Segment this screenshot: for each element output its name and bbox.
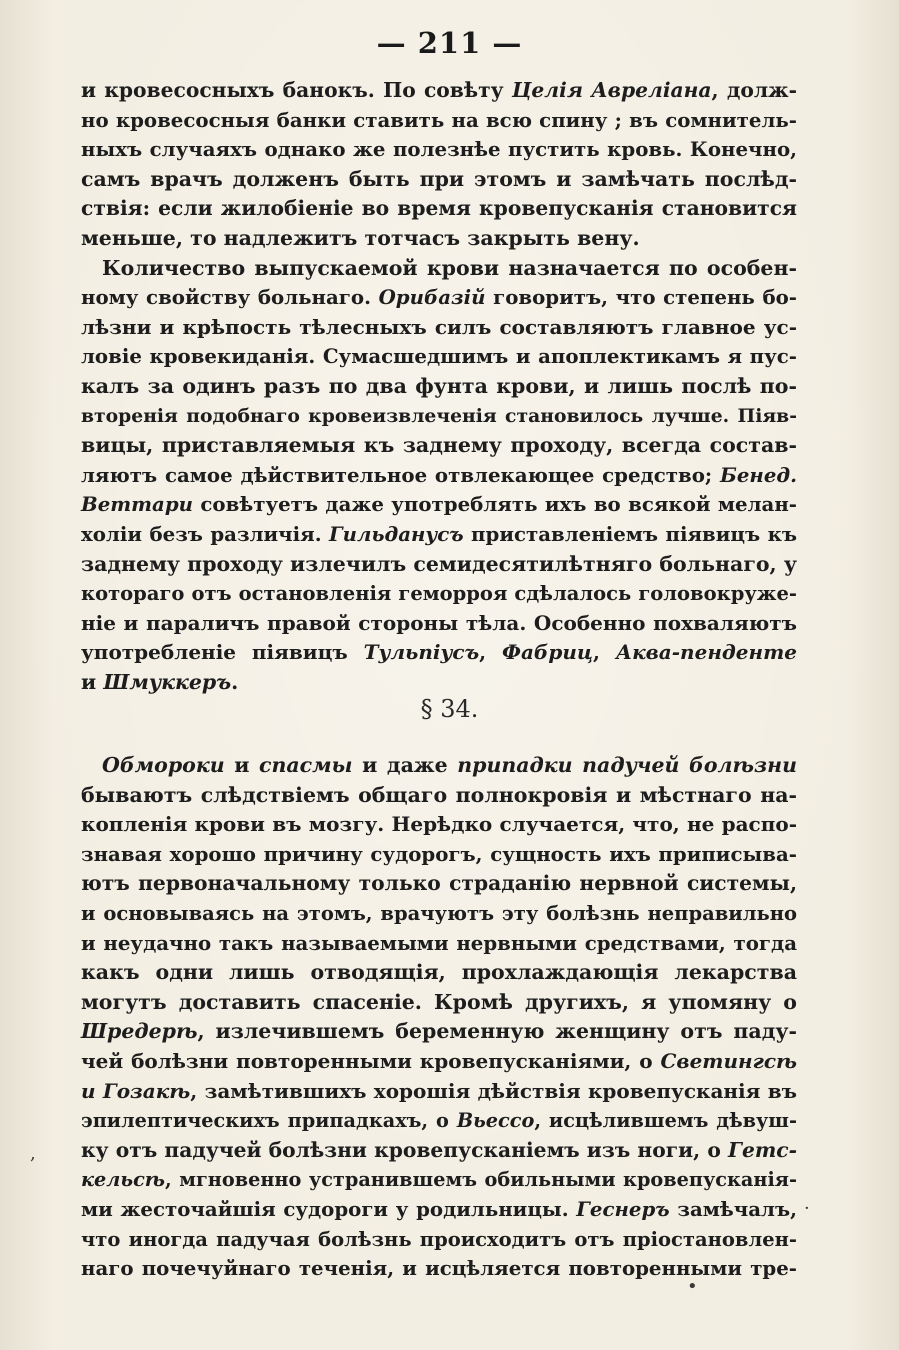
text-run: ствія: если жилобіеніе во время кровепусканія становится bbox=[81, 196, 797, 221]
text-run: какъ одни лишь отводящія, прохлаждающія лекарства bbox=[81, 960, 797, 985]
text-line bbox=[81, 609, 797, 639]
text-run: замѣчалъ, bbox=[669, 1196, 797, 1221]
italic-name: Обмороки bbox=[102, 753, 225, 777]
text-line bbox=[81, 810, 797, 840]
text-line bbox=[81, 372, 797, 402]
text-line bbox=[81, 1136, 797, 1166]
text-line bbox=[81, 1165, 797, 1195]
text-line bbox=[81, 313, 797, 343]
text-line bbox=[81, 76, 797, 106]
italic-name: и Гозакѣ bbox=[81, 1078, 191, 1103]
text-run: употребленіе піявицъ bbox=[81, 640, 364, 665]
italic-name: Тульпіусъ bbox=[363, 640, 480, 665]
text-line bbox=[81, 520, 797, 550]
text-run: и bbox=[224, 753, 260, 777]
text-line bbox=[81, 431, 797, 461]
italic-name: Бенед. bbox=[719, 462, 797, 487]
text-line bbox=[81, 781, 797, 811]
italic-name: Фабриц bbox=[502, 640, 593, 665]
text-run: ловіе кровекиданія. Сумасшедшимъ и апоплектикамъ я пус- bbox=[81, 344, 797, 369]
text-line bbox=[81, 1106, 797, 1136]
text-line bbox=[81, 165, 797, 195]
italic-name: Геснеръ bbox=[576, 1196, 670, 1221]
text-line bbox=[81, 869, 797, 899]
text-run: совѣтуетъ даже употреблять ихъ во всякой мелан- bbox=[193, 492, 797, 517]
text-run: котораго отъ остановленія геморроя сдѣлалось головокруже- bbox=[81, 582, 797, 606]
italic-name: Шмуккеръ bbox=[103, 669, 232, 694]
italic-name: спасмы bbox=[259, 753, 353, 777]
text-run: вторенія подобнаго кровеизвлеченія становилось лучше. Піяв- bbox=[81, 404, 797, 427]
text-line bbox=[81, 224, 797, 254]
text-run: приставленіемъ піявицъ къ bbox=[463, 521, 797, 546]
margin-mark: · bbox=[804, 1198, 810, 1219]
text-line bbox=[81, 668, 797, 698]
text-line bbox=[81, 899, 797, 929]
margin-mark: , bbox=[30, 1143, 36, 1164]
text-run: , bbox=[592, 640, 616, 665]
text-run: ютъ первоначальному только страданію нервной системы, bbox=[81, 871, 797, 896]
text-line bbox=[81, 106, 797, 136]
text-run: и даже bbox=[352, 753, 458, 777]
text-run: эпилептическихъ припадкахъ, о bbox=[81, 1109, 457, 1133]
text-line bbox=[81, 1195, 797, 1225]
italic-name: припадки падучей болѣзни bbox=[457, 753, 797, 777]
text-run: и основываясь на этомъ, врачуютъ эту болѣзнь неправильно bbox=[81, 901, 797, 925]
italic-name: Веттари bbox=[81, 492, 194, 517]
text-run: наго почечуйнаго теченія, и исцѣляется повторенными тре- bbox=[81, 1256, 797, 1281]
text-run: могутъ доставить спасеніе. Кромѣ другихъ, я упомяну о bbox=[81, 989, 797, 1014]
italic-name: Гетс- bbox=[727, 1137, 797, 1162]
text-line bbox=[81, 988, 797, 1018]
text-run: говоритъ, что степень бо- bbox=[485, 285, 797, 310]
text-run: , долж- bbox=[711, 78, 797, 102]
text-run: Количество выпускаемой крови назначается по особен- bbox=[102, 255, 797, 280]
paragraph-block-top bbox=[81, 76, 797, 697]
text-run: самъ врачъ долженъ быть при этомъ и замѣчать послѣд- bbox=[81, 166, 797, 191]
text-line bbox=[81, 490, 797, 520]
italic-name: кельсѣ bbox=[81, 1168, 165, 1192]
text-run: заднему проходу излечилъ семидесятилѣтняго больнаго, у bbox=[81, 551, 797, 576]
paragraph-block-section-34 bbox=[81, 751, 797, 1284]
text-run: и bbox=[81, 669, 104, 694]
text-line bbox=[81, 840, 797, 870]
text-line bbox=[81, 1047, 797, 1077]
text-run: ніе и параличъ правой стороны тѣла. Особенно похваляютъ bbox=[81, 610, 797, 635]
text-run: меньше, то надлежитъ тотчасъ закрыть вену. bbox=[81, 225, 640, 250]
italic-name: Светингсѣ bbox=[660, 1048, 797, 1073]
section-heading: § 34. bbox=[420, 695, 479, 723]
text-line bbox=[81, 579, 797, 609]
text-line bbox=[81, 751, 797, 781]
text-run: что иногда падучая болѣзнь происходитъ отъ пріостановлен- bbox=[81, 1227, 797, 1251]
italic-name: Вьессо bbox=[456, 1109, 535, 1133]
text-run: чей болѣзни повторенными кровепусканіями, о bbox=[81, 1048, 661, 1073]
margin-mark: • bbox=[687, 1276, 698, 1297]
text-run: , мгновенно устранившемъ обильными кровепусканія- bbox=[165, 1168, 797, 1192]
page-number: — 211 — bbox=[376, 26, 523, 60]
text-line bbox=[81, 1017, 797, 1047]
text-run: вицы, приставляемыя къ заднему проходу, всегда состав- bbox=[81, 433, 797, 458]
text-line bbox=[81, 283, 797, 313]
text-line bbox=[81, 342, 797, 372]
italic-name: Шредерѣ bbox=[81, 1019, 198, 1044]
text-run: копленія крови въ мозгу. Нерѣдко случается, что, не распо- bbox=[81, 812, 797, 837]
text-run: лѣзни и крѣпость тѣлесныхъ силъ составляютъ главное ус- bbox=[81, 314, 797, 339]
text-line bbox=[81, 1077, 797, 1107]
text-line bbox=[81, 402, 797, 432]
text-run: и неудачно такъ называемыми нервными средствами, тогда bbox=[81, 930, 797, 955]
text-run: . bbox=[231, 669, 239, 694]
text-run: и кровесосныхъ банокъ. По совѣту bbox=[81, 78, 512, 102]
text-run: бываютъ слѣдствіемъ общаго полнокровія и мѣстнаго на- bbox=[81, 782, 797, 807]
text-run: , излечившемъ беременную женщину отъ паду- bbox=[197, 1019, 797, 1044]
text-line bbox=[81, 194, 797, 224]
text-run: ному свойству больнаго. bbox=[81, 285, 379, 310]
text-run: ныхъ случаяхъ однако же полезнѣе пустить кровь. Конечно, bbox=[81, 137, 797, 162]
text-line bbox=[81, 461, 797, 491]
text-run: ми жесточайшія судороги у родильницы. bbox=[81, 1196, 577, 1221]
italic-name: Орибазій bbox=[378, 285, 486, 310]
text-line bbox=[81, 958, 797, 988]
text-line bbox=[81, 550, 797, 580]
text-run: , bbox=[479, 640, 502, 665]
text-run: знавая хорошо причину судорогъ, сущность ихъ приписыва- bbox=[81, 841, 797, 866]
text-run: но кровесосныя банки ставить на всю спину ; въ сомнитель- bbox=[81, 107, 797, 132]
text-line bbox=[81, 638, 797, 668]
text-run: , исцѣлившемъ дѣвуш- bbox=[534, 1109, 797, 1133]
italic-name: Аква-пенденте bbox=[615, 640, 797, 665]
text-run: холіи безъ различія. bbox=[81, 521, 330, 546]
text-line bbox=[81, 1225, 797, 1255]
text-run: ку отъ падучей болѣзни кровепусканіемъ изъ ноги, о bbox=[81, 1137, 728, 1162]
italic-name: Гильданусъ bbox=[329, 521, 464, 546]
text-run: ляютъ самое дѣйствительное отвлекающее средство; bbox=[81, 462, 720, 487]
text-run: , замѣтившихъ хорошія дѣйствія кровепусканія въ bbox=[190, 1078, 797, 1103]
text-line bbox=[81, 929, 797, 959]
italic-name: Целія Авреліана bbox=[511, 78, 712, 102]
text-line bbox=[81, 254, 797, 284]
text-line bbox=[81, 135, 797, 165]
text-run: калъ за одинъ разъ по два фунта крови, и лишь послѣ по- bbox=[81, 373, 797, 398]
